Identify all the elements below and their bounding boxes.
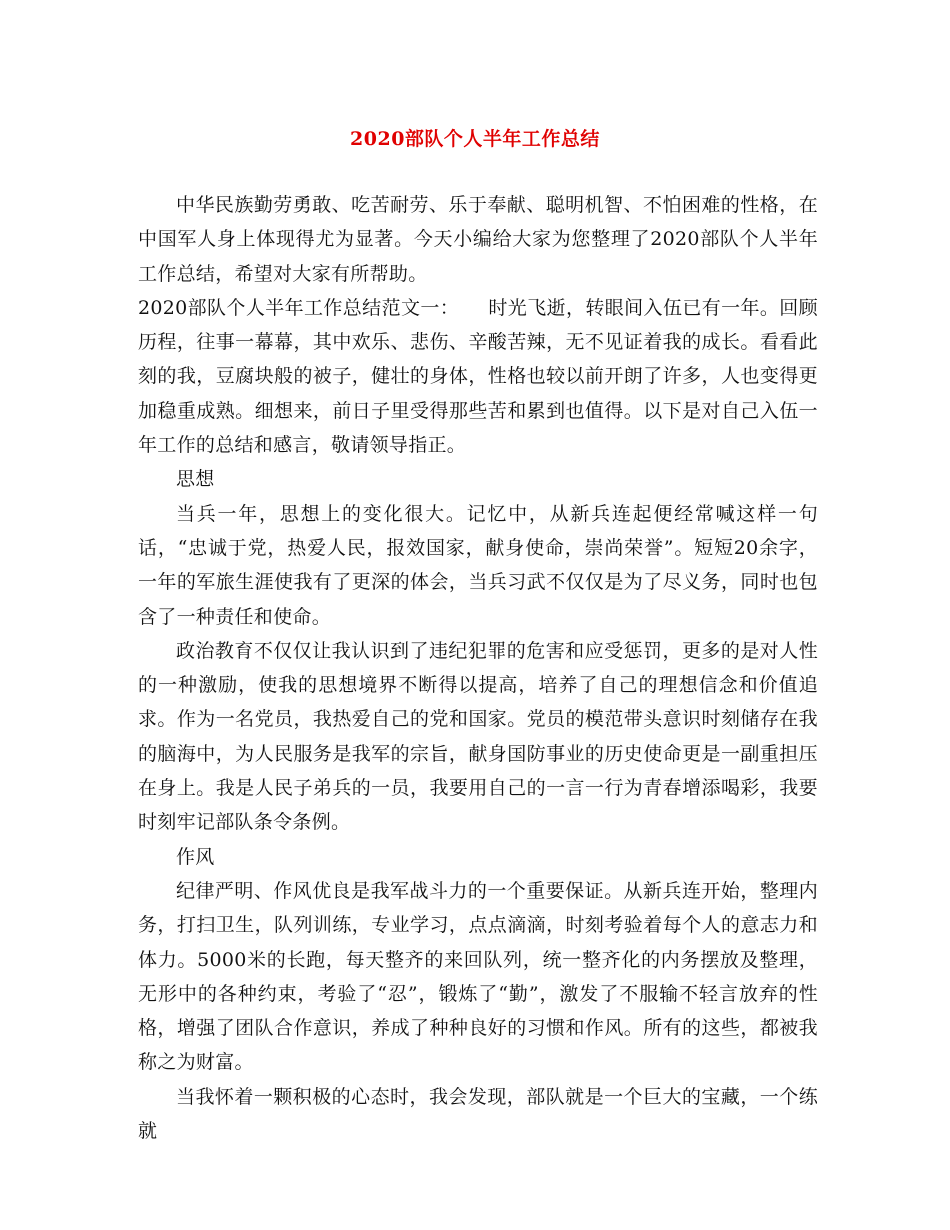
document-title: 2020部队个人半年工作总结 (350, 128, 600, 150)
thought-paragraph-2: 政治教育不仅仅让我认识到了违纪犯罪的危害和应受惩罚，更多的是对人性的一种激励，使我的思想境界不断得以提高，培养了自己的理想信念和价值追求。作为一名党员，我热爱自己的党和国家。党员的模范带头意识时刻储存在我的脑海中，为人民服务是我军的宗旨，献身国防事业的历史使命更是一副重担压在身上。我是人民子弟兵的一员，我要用自己的一言一行为青春增添喝彩，我要时刻牢记部队条令条例。 (138, 639, 818, 834)
document-body (138, 188, 818, 1148)
style-paragraph-1: 纪律严明、作风优良是我军战斗力的一个重要保证。从新兵连开始，整理内务，打扫卫生，队列训练，专业学习，点点滴滴，时刻考验着每个人的意志力和体力。5000米的长跑，每天整齐的来回队列，统一整齐化的内务摆放及整理，无形中的各种约束，考验了“忍”，锻炼了“勤”，激发了不服输不轻言放弃的性格，增强了团队合作意识，养成了种种良好的习惯和作风。所有的这些，都被我称之为财富。 (138, 879, 818, 1074)
sample-one-paragraph: 2020部队个人半年工作总结范文一： 时光飞逝，转眼间入伍已有一年。回顾历程，往事一幕幕，其中欢乐、悲伤、辛酸苦辣，无不见证着我的成长。看看此刻的我，豆腐块般的被子，健壮的身体，性格也较以前开朗了许多，人也变得更加稳重成熟。细想来，前日子里受得那些苦和累到也值得。以下是对自己入伍一年工作的总结和感言，敬请领导指正。 (138, 296, 818, 457)
intro-paragraph: 中华民族勤劳勇敢、吃苦耐劳、乐于奉献、聪明机智、不怕困难的性格，在中国军人身上体现得尤为显著。今天小编给大家为您整理了2020部队个人半年工作总结，希望对大家有所帮助。 (138, 194, 818, 285)
thought-paragraph-1: 当兵一年，思想上的变化很大。记忆中，从新兵连起便经常喊这样一句话，“忠诚于党，热爱人民，报效国家，献身使命，崇尚荣誉”。短短20余字，一年的军旅生涯使我有了更深的体会，当兵习武不仅仅是为了尽义务，同时也包含了一种责任和使命。 (138, 502, 818, 628)
style-paragraph-2: 当我怀着一颗积极的心态时，我会发现，部队就是一个巨大的宝藏，一个练就 (138, 1085, 818, 1143)
section-heading-thought: 思想 (176, 468, 215, 491)
section-heading-style: 作风 (176, 845, 215, 868)
